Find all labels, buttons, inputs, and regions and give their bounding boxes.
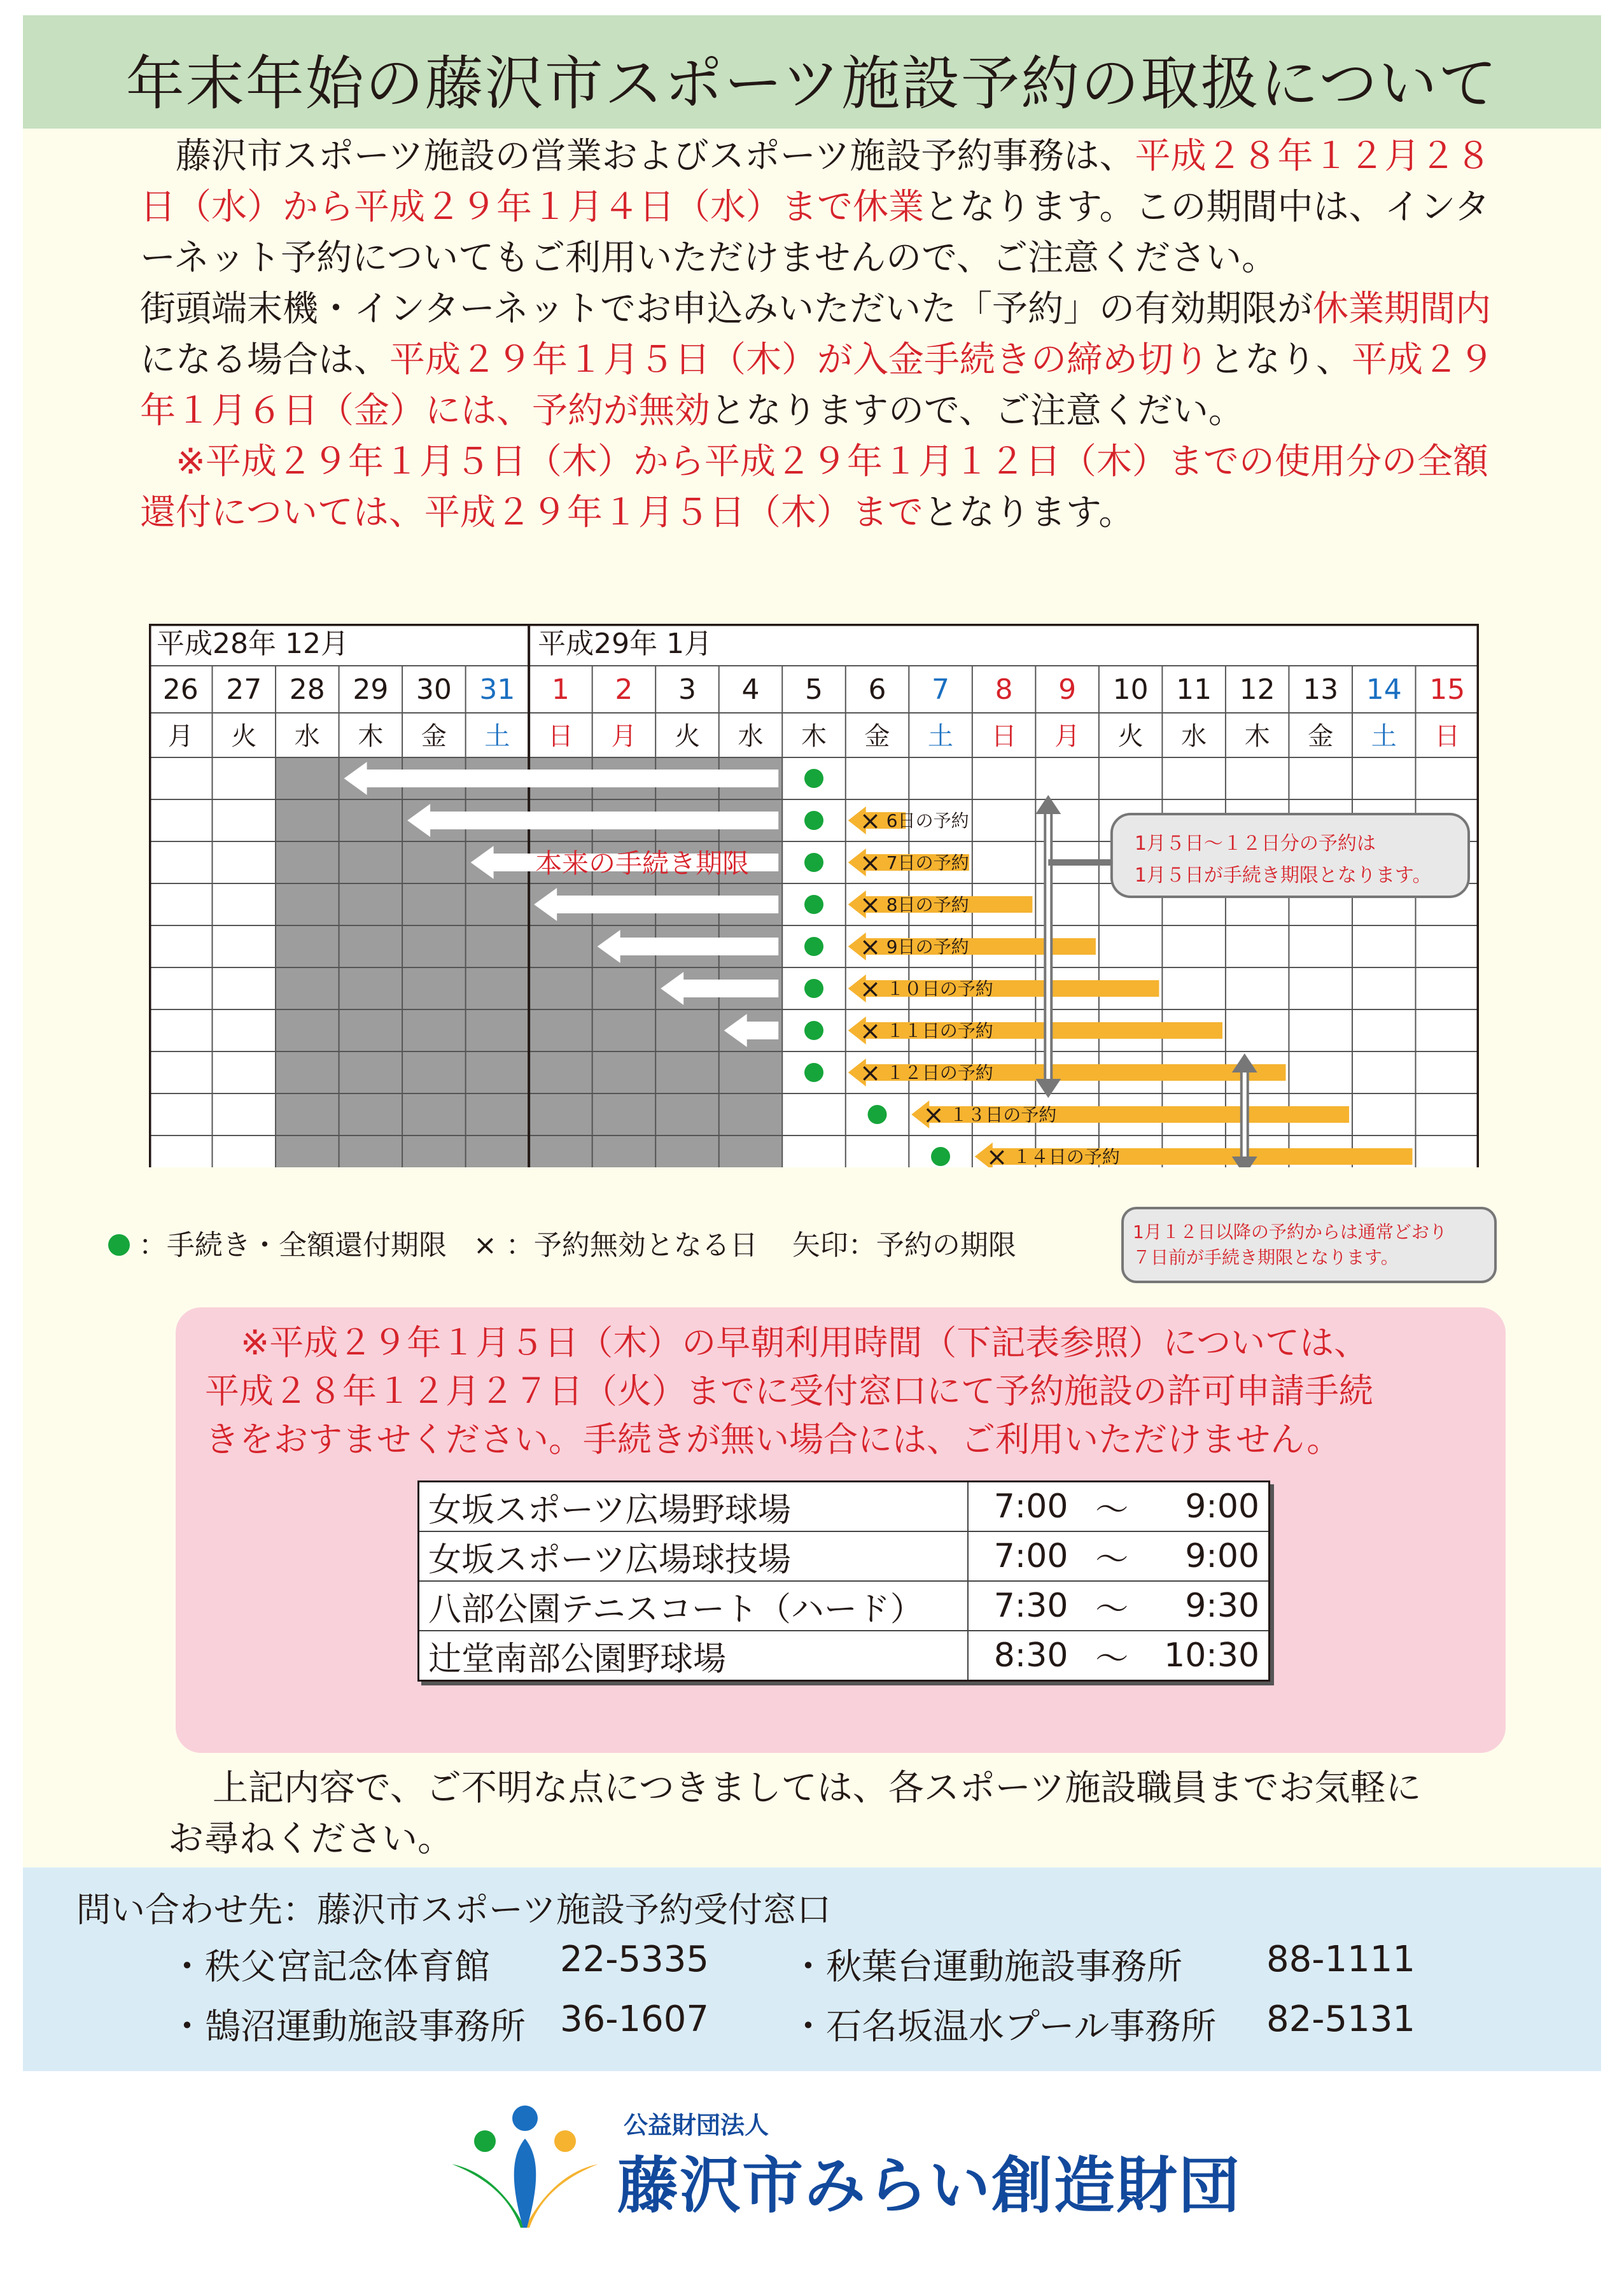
day-number: 5 [805,673,823,706]
range-arrow-head [1232,1053,1257,1072]
notice-box [176,1307,1506,1753]
inquiry-title: 問い合わせ先：藤沢市スポーツ施設予約受付窓口 [76,1890,831,1930]
weekday-label: 火 [1117,722,1144,751]
deadline-arrow [426,812,778,829]
office-tel: 88-1111 [1266,1939,1415,1980]
day-number: 12 [1239,673,1275,706]
reservation-label: １２日の予約 [886,1062,993,1083]
day-number: 9 [1058,673,1077,706]
callout-2 [1121,1207,1497,1283]
table-row [419,1581,1270,1631]
day-number: 8 [995,673,1013,706]
range-arrow-head [1035,1079,1061,1098]
deadline-dot [804,853,823,872]
weekday-label: 月 [1054,722,1081,751]
deadline-dot [804,811,823,830]
calendar-svg [149,624,1479,1167]
notice-text [205,1319,1484,1464]
intro-segment: 平成２９年１月５日（木）が入金手続きの締め切り [389,339,1209,381]
deadline-arrow [680,980,778,997]
month-label: 平成29年 1月 [538,628,713,660]
intro-segment: となりますので、ご注意くだい。 [710,390,1244,432]
day-number: 3 [678,673,696,706]
weekday-label: 土 [484,722,510,751]
legend-x-text: ：予約無効となる日 [505,1229,758,1262]
early-hours-table [417,1480,1270,1682]
green-dot-icon [108,1234,130,1256]
invalid-x-mark: × [859,1058,881,1088]
intro-segment: 休業期間内 [1312,288,1491,330]
day-number: 6 [868,673,886,706]
range-arrow-head [1232,1157,1257,1167]
inquiry-box [23,1867,1601,2071]
facility-name: 女坂スポーツ広場球技場 [419,1531,968,1581]
page-title: 年末年始の藤沢市スポーツ施設予約の取扱について [125,50,1499,118]
weekday-label: 日 [1434,722,1460,751]
day-number: 7 [932,673,950,706]
closing-line-2: お尋ねください。 [168,1818,453,1860]
office-name: ・秩父宮記念体育館 [169,1946,490,1988]
weekday-label: 月 [611,722,637,751]
deadline-dot [804,769,823,788]
legend [108,1222,1016,1263]
reservation-label: 6日の予約 [886,810,969,831]
reservation-label: １３日の予約 [949,1104,1057,1125]
facility-end: 10:30 [1147,1631,1269,1681]
day-number: 11 [1176,673,1212,706]
deadline-dot [804,895,823,914]
day-number: 26 [162,673,199,706]
weekday-label: 水 [1181,722,1207,751]
reservation-label: １０日の予約 [886,978,993,999]
foundation-logo-icon [445,2100,605,2234]
callout-2-line-2: ７日前が手続き期限となります。 [1133,1247,1399,1268]
weekday-label: 木 [358,722,384,751]
intro-segment: となり、 [1209,339,1352,381]
notice-line-1: ※平成２９年１月５日（木）の早朝利用時間（下記表参照）については、 [241,1323,1369,1363]
intro-segment: になる場合は、 [140,339,389,381]
weekday-label: 木 [1244,722,1270,751]
closing-text [168,1763,1517,1865]
office-name: ・秋葉台運動施設事務所 [790,1946,1182,1988]
invalid-x-mark: × [859,890,881,920]
deadline-dot [804,937,823,956]
callout-text: 1月５日が手続き期限となります。 [1134,864,1432,887]
weekday-label: 木 [801,722,827,751]
day-number: 29 [353,673,389,706]
day-number: 27 [226,673,262,706]
invalid-x-mark: × [859,806,881,836]
deadline-dot [931,1147,950,1166]
intro-paragraph-1 [140,131,1515,284]
reservation-label: 8日の予約 [886,894,969,915]
facility-end: 9:00 [1147,1482,1269,1532]
deadline-dot [804,979,823,998]
day-number: 28 [289,673,325,706]
invalid-x-mark: × [923,1100,944,1130]
reservation-label: １１日の予約 [886,1020,993,1041]
day-number: 2 [615,673,633,706]
intro-segment: 藤沢市スポーツ施設の営業およびスポーツ施設予約事務は、 [176,136,1135,177]
weekday-label: 火 [674,722,700,751]
callout-text: 1月５日～１２日分の予約は [1134,833,1376,855]
office-name: ・石名坂温水プール事務所 [790,2006,1217,2048]
facility-start: 7:00 [968,1531,1077,1581]
notice-line-3: きをおすませください。手続きが無い場合には、ご利用いただけません。 [205,1419,1341,1459]
day-number: 13 [1303,673,1339,706]
weekday-label: 土 [928,722,954,751]
invalid-x-mark: × [859,848,881,878]
deadline-dot [804,1063,823,1082]
day-number: 14 [1366,673,1402,706]
deadline-dot [804,1021,823,1040]
reservation-label: １４日の予約 [1012,1146,1120,1167]
facility-sep: ～ [1077,1631,1147,1681]
weekday-label: 金 [864,722,890,751]
x-mark-icon: × [473,1229,497,1262]
day-number: 4 [741,673,760,706]
weekday-label: 水 [294,722,320,751]
table-row [419,1531,1270,1581]
day-number: 15 [1429,673,1466,706]
table-row [419,1482,1270,1532]
office-name: ・鵠沼運動施設事務所 [169,2006,526,2048]
facility-start: 7:30 [968,1581,1077,1631]
facility-start: 8:30 [968,1631,1077,1681]
office-tel: 82-5131 [1266,1999,1415,2040]
weekday-label: 水 [738,722,764,751]
deadline-arrow [617,938,779,955]
range-arrow-head [1035,795,1061,814]
intro-segment: 街頭端末機・インターネットでお申込みいただいた「予約」の有効期限が [140,288,1313,330]
weekday-label: 日 [991,722,1017,751]
facility-sep: ～ [1077,1482,1147,1532]
invalid-x-mark: × [859,932,881,962]
facility-name: 八部公園テニスコート（ハード） [419,1581,968,1631]
intro-segment: となります。この期間中は、インターネット予約についてもご利用いただけませんので、ご注意ください。 [140,186,1490,279]
facility-end: 9:00 [1147,1531,1269,1581]
office-tel: 36-1607 [560,1999,709,2040]
intro-segment: となります。 [923,492,1135,533]
weekday-label: 月 [167,722,193,751]
deadline-dot [868,1105,887,1124]
office-tel: 22-5335 [560,1939,709,1980]
facility-start: 7:00 [968,1482,1077,1532]
month-label: 平成28年 12月 [157,628,349,660]
invalid-x-mark: × [859,974,881,1004]
calendar-chart [149,624,1479,1167]
legend-arrow-text: 矢印：予約の期限 [792,1229,1016,1262]
deadline-arrow [363,770,779,787]
deadline-arrow [743,1022,779,1039]
intro-paragraph-3 [140,437,1515,538]
weekday-label: 土 [1371,722,1397,751]
reservation-label: 7日の予約 [886,852,969,873]
notice-line-2: 平成２８年１２月２７日（火）までに受付窓口にて予約施設の許可申請手続 [205,1371,1373,1411]
weekday-label: 日 [547,722,573,751]
table-row [419,1631,1270,1681]
logo-name: 藤沢市みらい創造財団 [617,2150,1241,2221]
invalid-x-mark: × [986,1143,1008,1167]
deadline-arrow [553,896,778,913]
logo-subtitle: 公益財団法人 [624,2111,769,2139]
facility-name: 女坂スポーツ広場野球場 [419,1482,968,1532]
day-number: 10 [1112,673,1149,706]
facility-sep: ～ [1077,1581,1147,1631]
intro-segment: 平成２８年１２月２８日（水）から平成２９年１月４日（水）まで休業 [140,136,1492,228]
original-deadline-label: 本来の手続き期限 [535,848,750,879]
callout-2-line-1: 1月１２日以降の予約からは通常どおり [1133,1221,1447,1242]
weekday-label: 火 [231,722,257,751]
invalid-x-mark: × [859,1016,881,1046]
day-number: 1 [551,673,570,706]
facility-sep: ～ [1077,1531,1147,1581]
weekday-label: 金 [1308,722,1334,751]
reservation-label: 9日の予約 [886,936,969,957]
weekday-label: 金 [421,722,447,751]
legend-dot-text: ：手続き・全額還付期限 [139,1229,447,1262]
facility-name: 辻堂南部公園野球場 [419,1631,968,1681]
intro-paragraph-2 [140,284,1515,437]
title-bar [23,15,1601,129]
intro-segment: ※平成２９年１月５日（木）から平成２９年１月１２日（木）までの使用分の全額還付については、平成２９年１月５日（木）まで [140,441,1488,533]
closing-line-1: 上記内容で、ご不明な点につきましては、各スポーツ施設職員までお気軽に [213,1768,1422,1809]
intro-segment: 平成２９年１月６日（金）には、予約が無効 [140,339,1494,432]
day-number: 30 [416,673,452,706]
facility-end: 9:30 [1147,1581,1269,1631]
day-number: 31 [479,673,515,706]
